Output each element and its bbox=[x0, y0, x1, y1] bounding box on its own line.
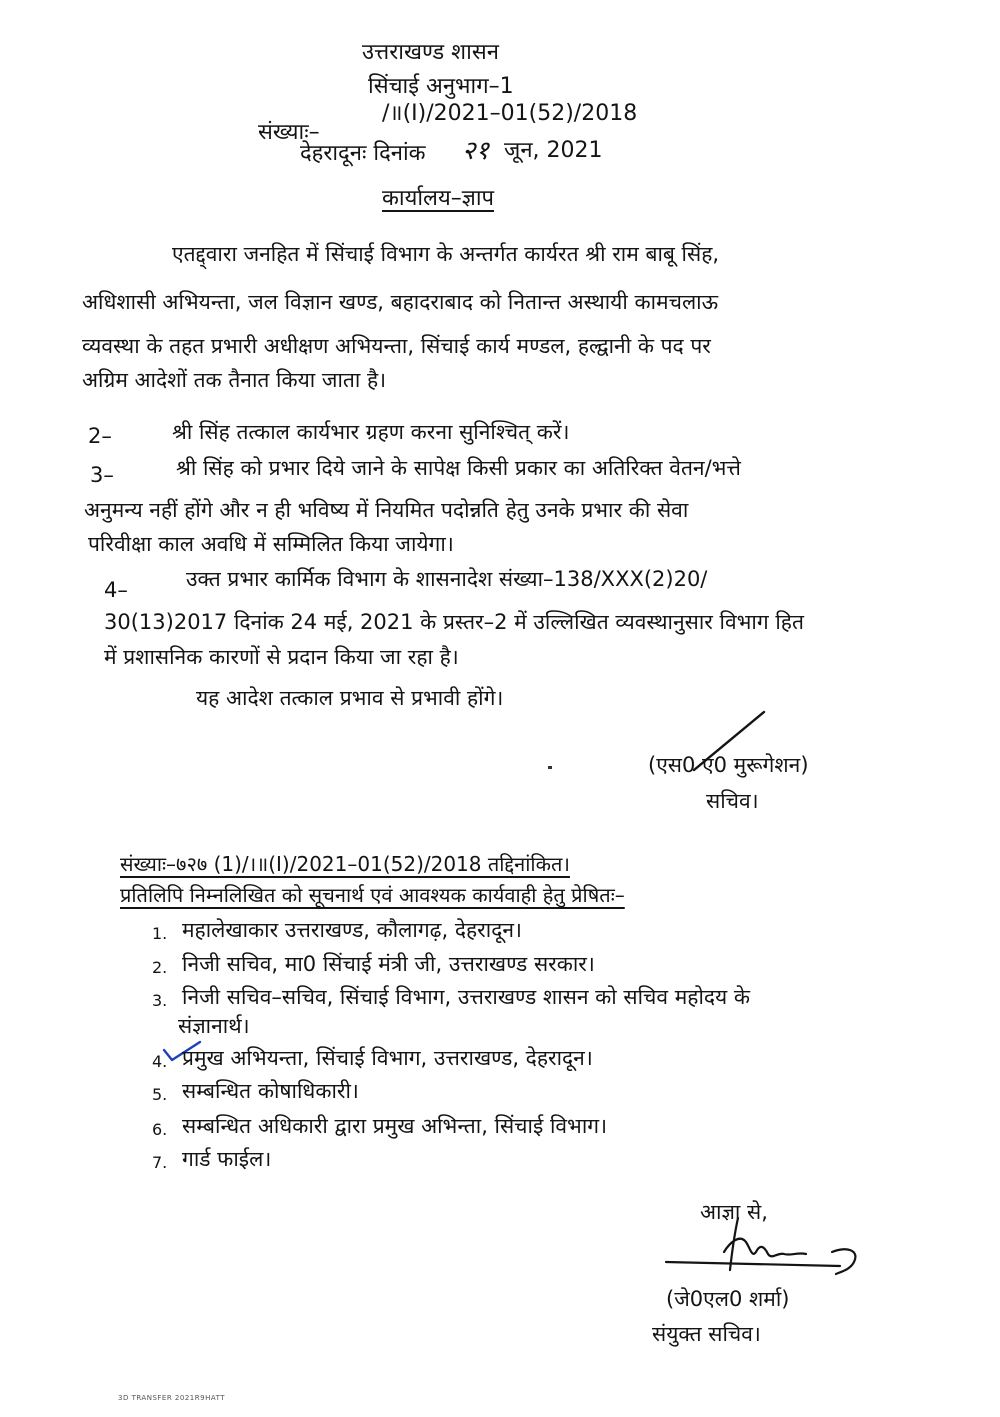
secretary-name: (एस0 ए0 मुरूगेशन) bbox=[648, 753, 809, 777]
para3-line2: अनुमन्य नहीं होंगे और न ही भविष्य में नियमित पदोन्नति हेतु उनके प्रभार की सेवा bbox=[84, 498, 689, 522]
place-date-label: देहरादूनः दिनांक bbox=[300, 141, 426, 166]
list-item-text: निजी सचिव–सचिव, सिंचाई विभाग, उत्तराखण्ड शासन को सचिव महोदय के bbox=[182, 985, 751, 1009]
joint-secretary-designation: संयुक्त सचिव। bbox=[652, 1322, 761, 1346]
para2-number: 2– bbox=[88, 424, 112, 448]
govt-name: उत्तराखण्ड शासन bbox=[362, 40, 499, 65]
para1-line4: अग्रिम आदेशों तक तैनात किया जाता है। bbox=[82, 368, 387, 392]
number-value: /॥(I)/2021–01(52)/2018 bbox=[382, 101, 638, 126]
para3-line1: श्री सिंह को प्रभार दिये जाने के सापेक्ष किसी प्रकार का अतिरिक्त वेतन/भत्ते bbox=[176, 456, 741, 480]
para1-line3: व्यवस्था के तहत प्रभारी अधीक्षण अभियन्ता, सिंचाई कार्य मण्डल, हल्द्वानी के पद पर bbox=[82, 334, 711, 358]
para3-line3: परिवीक्षा काल अवधि में सम्मिलित किया जायेगा। bbox=[88, 532, 454, 556]
list-item-number: 5. bbox=[152, 1085, 168, 1104]
number-label: संख्याः– bbox=[258, 120, 320, 145]
list-item-number: 6. bbox=[152, 1120, 168, 1139]
list-item-number: 3. bbox=[152, 991, 168, 1010]
date-day: २१ bbox=[462, 136, 490, 166]
para1-line2: अधिशासी अभियन्ता, जल विज्ञान खण्ड, बहादराबाद को नितान्त अस्थायी कामचलाऊ bbox=[82, 290, 719, 314]
para4-line2: 30(13)2017 दिनांक 24 मई, 2021 के प्रस्तर–2 में उल्लिखित व्यवस्थानुसार विभाग हित bbox=[104, 610, 804, 634]
para1-line1: एतद्द्वारा जनहित में सिंचाई विभाग के अन्तर्गत कार्यरत श्री राम बाबू सिंह, bbox=[172, 242, 720, 266]
list-item-number: 1. bbox=[152, 924, 168, 943]
scanner-footer-stamp: 3D TRANSFER 2021R9HATT bbox=[118, 1394, 226, 1402]
section-name: सिंचाई अनुभाग–1 bbox=[368, 74, 514, 99]
para4-line1: उक्त प्रभार कार्मिक विभाग के शासनादेश संख्या–138/XXX(2)20/ bbox=[186, 567, 708, 591]
signature-joint-secretary-icon bbox=[660, 1212, 880, 1282]
ink-dot bbox=[548, 766, 552, 769]
list-item-continuation: संज्ञानार्थ। bbox=[178, 1014, 250, 1038]
secretary-designation: सचिव। bbox=[706, 789, 759, 813]
joint-secretary-name: (जे0एल0 शर्मा) bbox=[666, 1287, 790, 1311]
para4-line3: में प्रशासनिक कारणों से प्रदान किया जा रहा है। bbox=[104, 645, 459, 669]
list-item-text: महालेखाकार उत्तराखण्ड, कौलागढ़, देहरादून। bbox=[182, 918, 522, 942]
copy-to-line: प्रतिलिपि निम्नलिखित को सूचनार्थ एवं आवश्यक कार्यवाही हेतु प्रेषितः– bbox=[120, 883, 625, 907]
list-item-number: 2. bbox=[152, 958, 168, 977]
doc-type-title: कार्यालय–ज्ञाप bbox=[382, 186, 495, 211]
endorsement-number: संख्याः–७२७ (1)/।॥(I)/2021–01(52)/2018 तद्दिनांकित। bbox=[120, 852, 570, 876]
para2-text: श्री सिंह तत्काल कार्यभार ग्रहण करना सुनिश्चित् करें। bbox=[172, 420, 570, 444]
list-item-text: गार्ड फाईल। bbox=[182, 1147, 272, 1171]
para3-number: 3– bbox=[90, 463, 114, 487]
list-item-text: सम्बन्धित अधिकारी द्वारा प्रमुख अभिन्ता, सिंचाई विभाग। bbox=[182, 1114, 608, 1138]
date-rest: जून, 2021 bbox=[504, 138, 603, 163]
para4-number: 4– bbox=[104, 578, 128, 602]
list-item-number: 7. bbox=[152, 1153, 168, 1172]
list-item-number: 4. bbox=[152, 1052, 168, 1071]
by-order-text: आज्ञा से, bbox=[700, 1200, 768, 1224]
closing-line: यह आदेश तत्काल प्रभाव से प्रभावी होंगे। bbox=[196, 686, 504, 710]
list-item-text: सम्बन्धित कोषाधिकारी। bbox=[182, 1079, 359, 1103]
list-item-text: निजी सचिव, मा0 सिंचाई मंत्री जी, उत्तराखण्ड सरकार। bbox=[182, 952, 595, 976]
list-item-text: प्रमुख अभियन्ता, सिंचाई विभाग, उत्तराखण्ड, देहरादून। bbox=[182, 1046, 593, 1070]
